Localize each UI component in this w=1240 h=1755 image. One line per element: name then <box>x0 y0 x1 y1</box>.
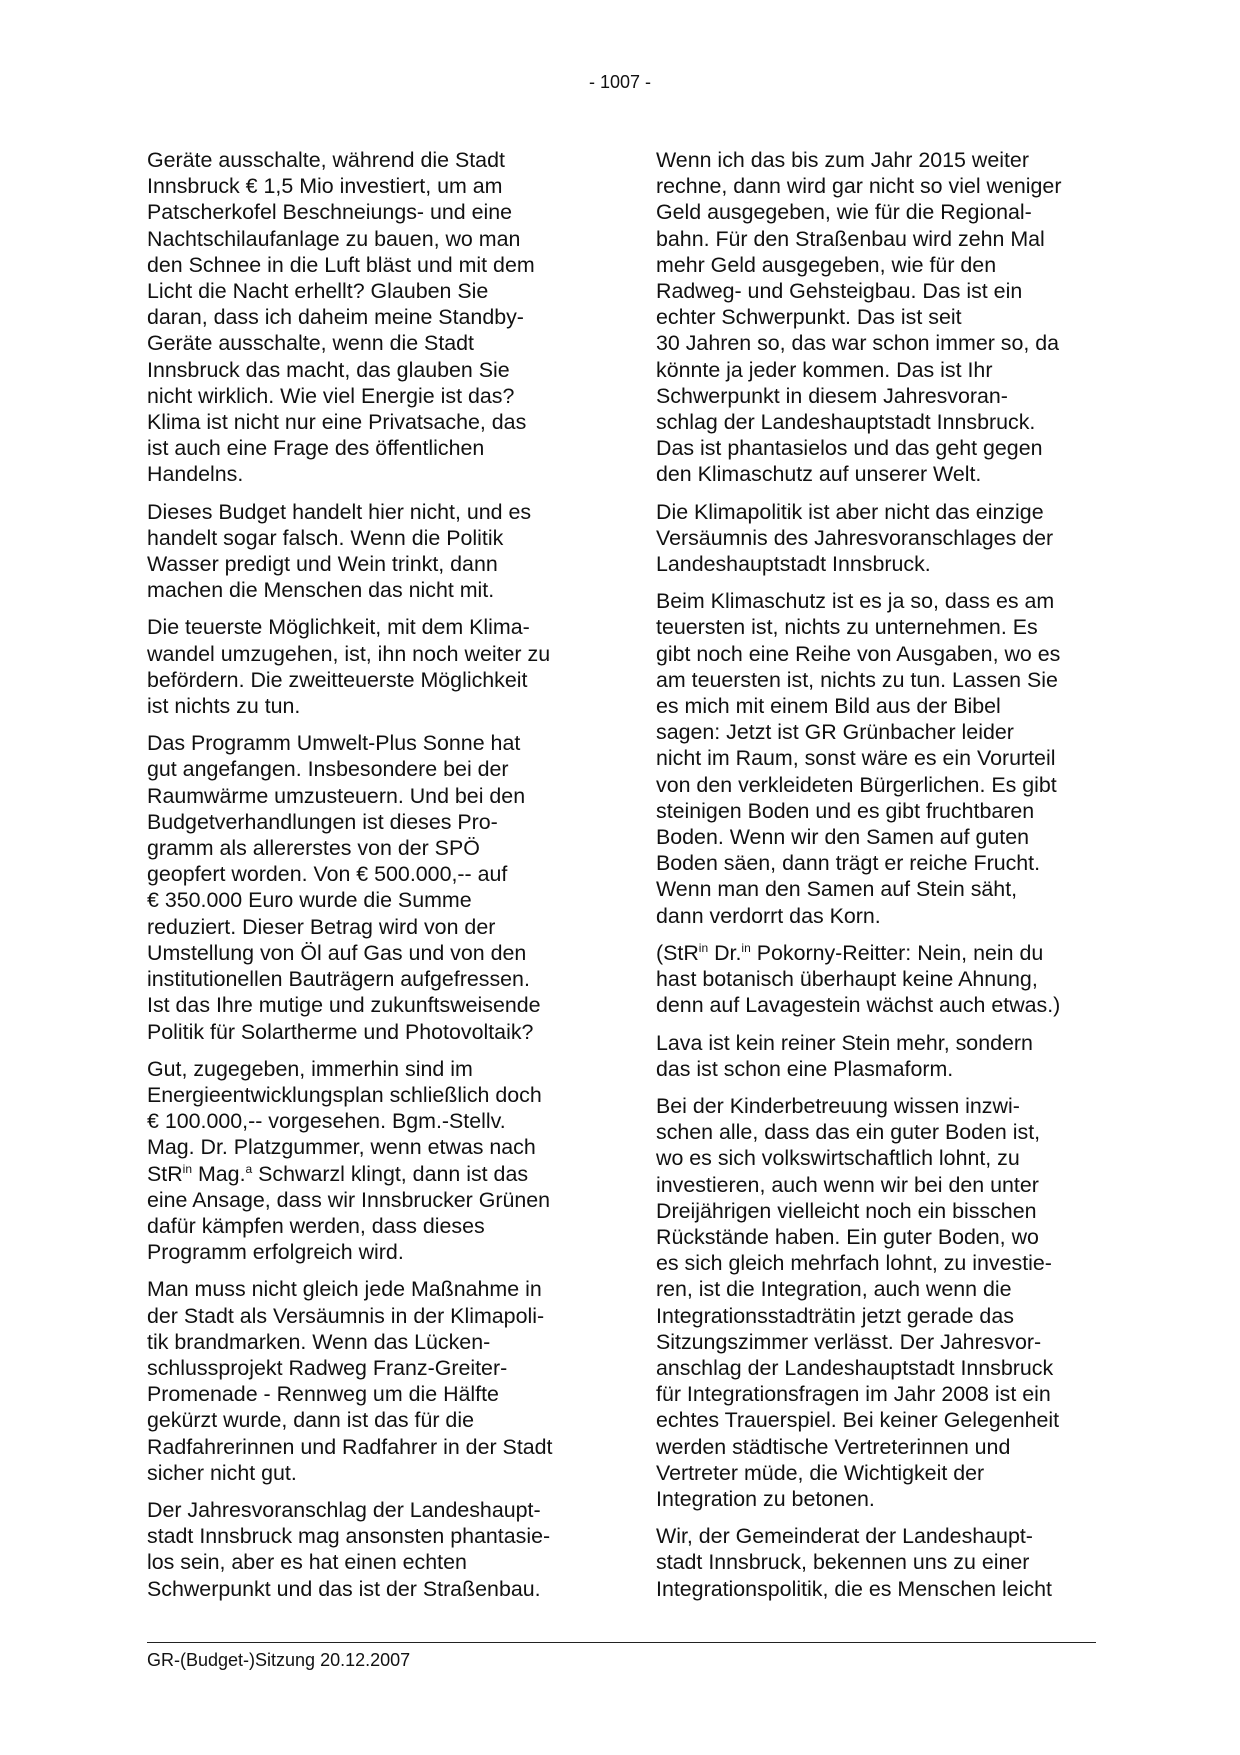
paragraph <box>656 940 1096 1019</box>
paragraph: Man muss nicht gleich jede Maßnahme in der Stadt als Versäumnis in der Klimapoli- tik brandmarken. Wenn das Lücken- schlussprojekt Radweg Franz-Greiter- Promenade - Rennweg um die Hälfte gekürzt wurde, dann ist das für die Radfahrerinnen und Radfahrer in der Stadt sicher nicht gut. <box>147 1277 553 1485</box>
paragraph: Die Klimapolitik ist aber nicht das einzige Versäumnis des Jahresvoranschlages der Landeshauptstadt Innsbruck. <box>656 499 1054 577</box>
footer-divider <box>147 1642 1096 1643</box>
paragraph: Wenn ich das bis zum Jahr 2015 weiter rechne, dann wird gar nicht so viel weniger Geld ausgegeben, wie für die Regional- bahn. Für den Straßenbau wird zehn Mal mehr Geld ausgegeben, wie für den Radweg- und Gehsteigbau. Das ist ein echter Schwerpunkt. Das ist seit 30 Jahren so, das war schon immer so, da könnte ja jeder kommen. Das ist Ihr Schwerpunkt in diesem Jahresvoran- schlag der Landeshauptstadt Innsbruck. Das ist phantasielos und das geht gegen den Klimaschutz auf unserer Welt. <box>656 148 1062 487</box>
paragraph: Bei der Kinderbetreuung wissen inzwi- schen alle, dass das ein guter Boden ist, wo es sich volkswirtschaftlich lohnt, zu investieren, auch wenn wir bei den unter Dreijährigen vielleicht noch ein bisschen Rückstände haben. Ein guter Boden, wo es sich gleich mehrfach lohnt, zu investie- ren, ist die Integration, auch wenn die Integrationsstadträtin jetzt gerade das Sitzungszimmer verlässt. Der Jahresvor- anschlag der Landeshauptstadt Innsbruck für Integrationsfragen im Jahr 2008 ist ein echtes Trauerspiel. Bei keiner Gelegenheit werden städtische Vertreterinnen und Vertreter müde, die Wichtigkeit der Integration zu betonen. <box>656 1093 1060 1511</box>
paragraph: Wir, der Gemeinderat der Landeshaupt- stadt Innsbruck, bekennen uns zu einer Integrationspolitik, die es Menschen leicht <box>656 1524 1052 1601</box>
paragraph: Lava ist kein reiner Stein mehr, sondern das ist schon eine Plasmaform. <box>656 1030 1033 1081</box>
left-column <box>147 147 587 1613</box>
paragraph: Der Jahresvoranschlag der Landeshaupt- stadt Innsbruck mag ansonsten phantasie- los sein, aber es hat einen echten Schwerpunkt und das ist der Straßenbau. <box>147 1497 551 1601</box>
footer-text: GR-(Budget-)Sitzung 20.12.2007 <box>147 1650 411 1670</box>
text-run: Mag. <box>192 1161 246 1186</box>
text-run: Schwarzl klingt, dann ist das eine Ansage, dass wir Innsbrucker Grünen dafür kämpfen werden, dass dieses Programm erfolgreich wird. <box>147 1161 551 1265</box>
paragraph <box>147 1056 587 1266</box>
paragraph: Beim Klimaschutz ist es ja so, dass es am teuersten ist, nichts zu unternehmen. Es gibt noch eine Reihe von Ausgaben, wo es am teuersten ist, nichts zu tun. Lassen Sie es mich mit einem Bild aus der Bibel sagen: Jetzt ist GR Grünbacher leider nicht im Raum, sonst wäre es ein Vorurteil von den verkleideten Bürgerlichen. Es gibt steinigen Boden und es gibt fruchtbaren Boden. Wenn wir den Samen auf guten Boden säen, dann trägt er reiche Frucht. Wenn man den Samen auf Stein säht, dann verdorrt das Korn. <box>656 589 1061 928</box>
superscript: in <box>698 940 709 955</box>
paragraph: Dieses Budget handelt hier nicht, und es handelt sogar falsch. Wenn die Politik Wasser predigt und Wein trinkt, dann machen die Menschen das nicht mit. <box>147 499 532 603</box>
superscript: in <box>182 1161 193 1176</box>
page-number: - 1007 - <box>588 72 652 92</box>
text-run: (StR <box>656 940 699 965</box>
paragraph: Die teuerste Möglichkeit, mit dem Klima- wandel umzugehen, ist, ihn noch weiter zu befördern. Die zweitteuerste Möglichkeit ist nichts zu tun. <box>147 615 551 719</box>
text-run: Gut, zugegeben, immerhin sind im Energieentwicklungsplan schließlich doch € 100.000,-- vorgesehen. Bgm.-Stellv. Mag. Dr. Platzgummer, wenn etwas nach StR <box>147 1056 542 1186</box>
text-run: Dr. <box>708 940 742 965</box>
paragraph: Das Programm Umwelt-Plus Sonne hat gut angefangen. Insbesondere bei der Raumwärme umzusteuern. Und bei den Budgetverhandlungen ist dieses Pro- gramm als allererstes von der SPÖ geopfert worden. Von € 500.000,-- auf € 350.000 Euro wurde die Summe reduziert. Dieser Betrag wird von der Umstellung von Öl auf Gas und von den institutionellen Bauträgern aufgefressen. Ist das Ihre mutige und zukunftsweisende Politik für Solartherme und Photovoltaik? <box>147 731 541 1044</box>
superscript: a <box>245 1161 253 1176</box>
text-run: Pokorny-Reitter: Nein, nein du hast botanisch überhaupt keine Ahnung, denn auf Lavagestein wächst auch etwas.) <box>656 940 1061 1018</box>
superscript: in <box>741 940 751 955</box>
right-column <box>656 147 1096 1613</box>
paragraph: Geräte ausschalte, während die Stadt Innsbruck € 1,5 Mio investiert, um am Patscherkofel Beschneiungs- und eine Nachtschilaufanlage zu bauen, wo man den Schnee in die Luft bläst und mit dem Licht die Nacht erhellt? Glauben Sie daran, dass ich daheim meine Standby- Geräte ausschalte, wenn die Stadt Innsbruck das macht, das glauben Sie nicht wirklich. Wie viel Energie ist das? Klima ist nicht nur eine Privatsache, das ist auch eine Frage des öffentlichen Handelns. <box>147 148 535 487</box>
